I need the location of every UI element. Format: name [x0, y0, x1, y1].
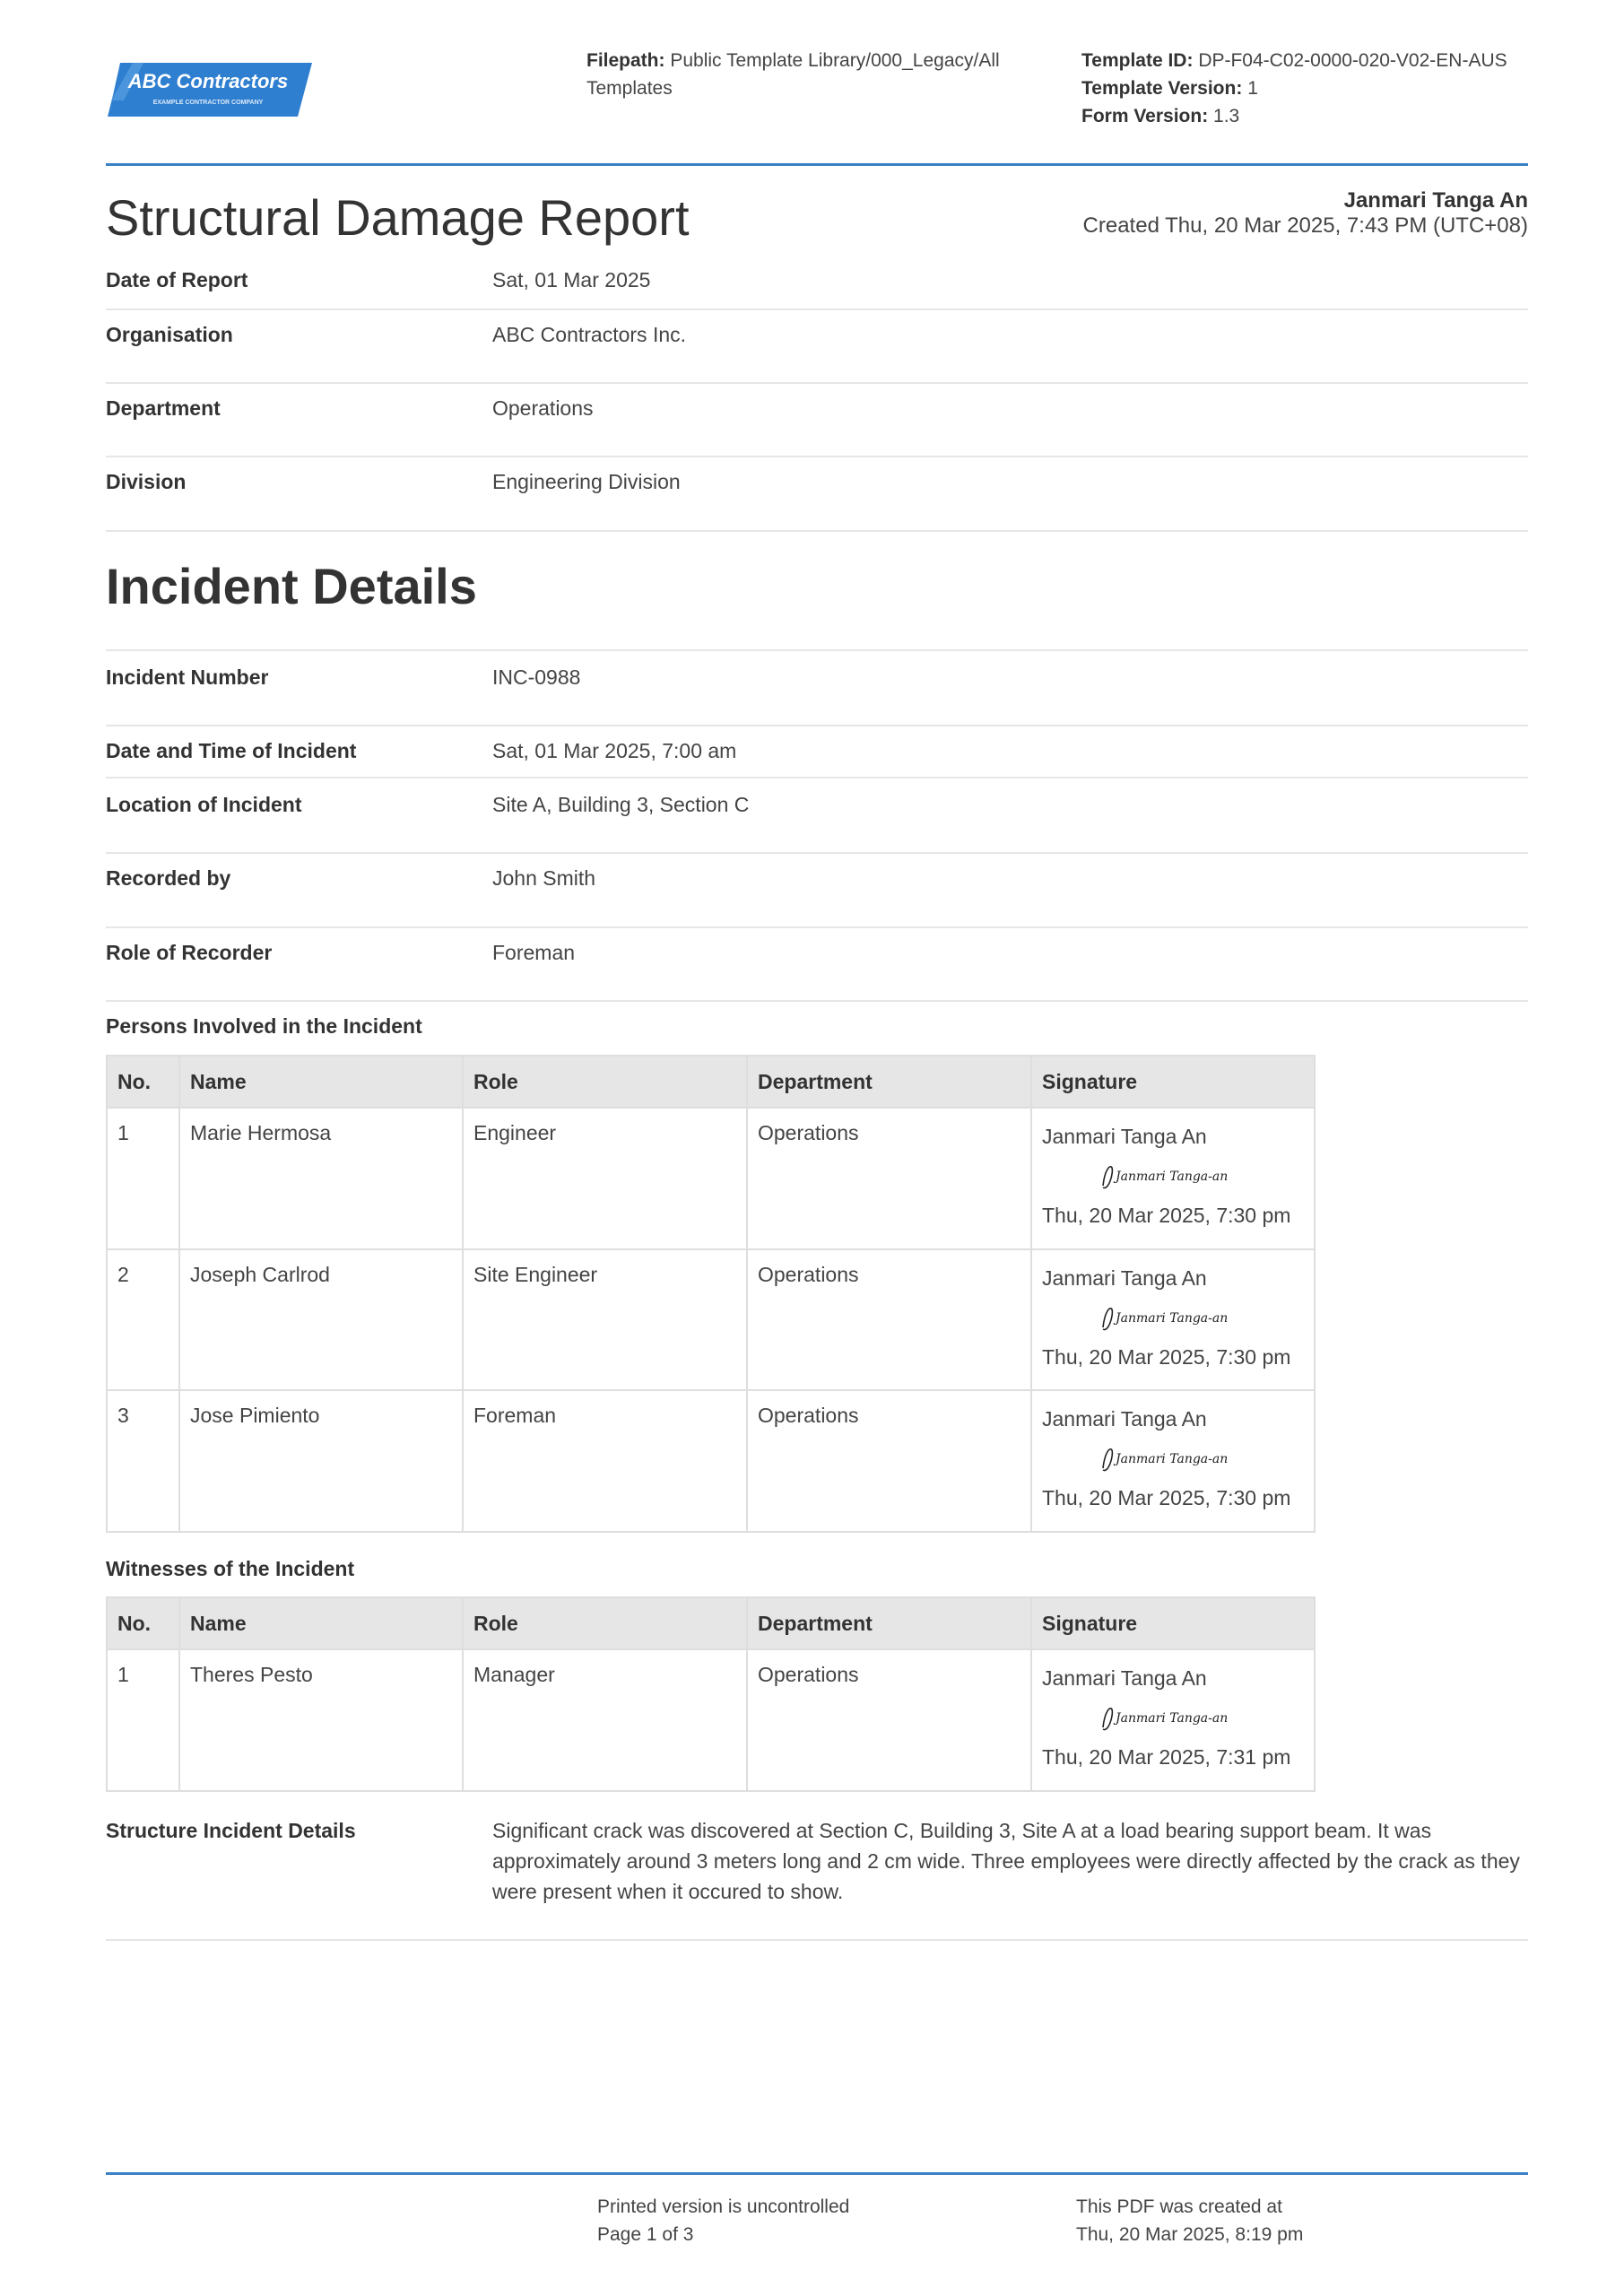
template-version-label: Template Version:	[1081, 78, 1243, 99]
signer-name: Janmari Tanga An	[1042, 1266, 1207, 1290]
cell-department: Operations	[747, 1249, 1031, 1390]
col-header-signature: Signature	[1031, 1056, 1315, 1108]
col-header-no: No.	[107, 1056, 179, 1108]
field-row-date-of-report	[106, 265, 1528, 310]
field-value: Engineering Division	[492, 470, 681, 493]
cell-name: Joseph Carlrod	[179, 1249, 463, 1390]
filepath-block	[586, 47, 1044, 102]
cell-name: Jose Pimiento	[179, 1390, 463, 1532]
signed-timestamp: Thu, 20 Mar 2025, 7:30 pm	[1042, 1345, 1291, 1369]
report-page	[106, 0, 1528, 2296]
author-name: Janmari Tanga An	[1343, 188, 1528, 213]
cell-no: 2	[107, 1249, 179, 1390]
cell-signature	[1031, 1249, 1315, 1390]
signer-name: Janmari Tanga An	[1042, 1407, 1207, 1431]
cell-name: Marie Hermosa	[179, 1108, 463, 1249]
cell-name: Theres Pesto	[179, 1649, 463, 1791]
section-divider	[106, 649, 1528, 651]
svg-text:Janmari Tanga-an: Janmari Tanga-an	[1116, 1311, 1229, 1326]
field-value: Sat, 01 Mar 2025	[492, 268, 651, 291]
footer-left	[597, 2193, 849, 2248]
signed-timestamp: Thu, 20 Mar 2025, 7:31 pm	[1042, 1745, 1291, 1769]
template-meta-block	[1081, 47, 1530, 130]
field-value: Operations	[492, 396, 594, 420]
logo-subtext: EXAMPLE CONTRACTOR COMPANY	[152, 100, 264, 106]
cell-role: Engineer	[463, 1108, 747, 1249]
page-number: Page 1 of 3	[597, 2224, 694, 2245]
col-header-role: Role	[463, 1056, 747, 1108]
field-value: John Smith	[492, 866, 596, 890]
witnesses-table	[106, 1596, 1316, 1792]
col-header-name: Name	[179, 1056, 463, 1108]
field-row-location	[106, 789, 1528, 854]
template-id-value: DP-F04-C02-0000-020-V02-EN-AUS	[1198, 50, 1507, 71]
signer-name: Janmari Tanga An	[1042, 1125, 1207, 1148]
svg-text:Janmari Tanga-an: Janmari Tanga-an	[1116, 1711, 1229, 1726]
cell-no: 1	[107, 1649, 179, 1791]
col-header-department: Department	[747, 1597, 1031, 1649]
table-header-row	[107, 1597, 1315, 1649]
field-row-date-time-incident	[106, 735, 1528, 778]
pdf-created-label: This PDF was created at	[1076, 2196, 1282, 2217]
company-logo	[108, 59, 314, 118]
field-row-incident-number	[106, 662, 1528, 726]
field-label: Department	[106, 396, 221, 420]
col-header-signature: Signature	[1031, 1597, 1315, 1649]
template-id-label: Template ID:	[1081, 50, 1194, 71]
cell-signature	[1031, 1649, 1315, 1791]
document-header	[106, 47, 1528, 166]
col-header-role: Role	[463, 1597, 747, 1649]
uncontrolled-note: Printed version is uncontrolled	[597, 2196, 850, 2217]
table-row	[107, 1649, 1315, 1791]
field-value: INC-0988	[492, 665, 581, 689]
author-block	[1083, 188, 1528, 239]
cell-department: Operations	[747, 1649, 1031, 1791]
table-header-row	[107, 1056, 1315, 1108]
signature-image	[1096, 1159, 1257, 1195]
field-label: Incident Number	[106, 665, 269, 689]
form-version-label: Form Version:	[1081, 106, 1209, 126]
field-label: Organisation	[106, 323, 233, 346]
field-row-department	[106, 393, 1528, 457]
field-row-structure-details	[106, 1815, 1528, 1941]
field-label: Date of Report	[106, 268, 248, 291]
page-title: Structural Damage Report	[106, 189, 690, 246]
document-footer	[106, 2172, 1528, 2245]
field-label: Recorded by	[106, 866, 231, 890]
field-value: ABC Contractors Inc.	[492, 323, 687, 346]
cell-role: Manager	[463, 1649, 747, 1791]
cell-signature	[1031, 1108, 1315, 1249]
table-row	[107, 1249, 1315, 1390]
form-version-value: 1.3	[1213, 106, 1240, 126]
witnesses-heading: Witnesses of the Incident	[106, 1557, 355, 1580]
signature-image	[1096, 1441, 1257, 1477]
field-row-recorded-by	[106, 863, 1528, 928]
field-label: Division	[106, 470, 187, 493]
col-header-department: Department	[747, 1056, 1031, 1108]
table-row	[107, 1390, 1315, 1532]
field-label: Structure Incident Details	[106, 1819, 356, 1842]
logo-text: ABC Contractors	[127, 70, 289, 92]
field-value: Sat, 01 Mar 2025, 7:00 am	[492, 739, 737, 762]
field-label: Date and Time of Incident	[106, 739, 357, 762]
field-value: Foreman	[492, 941, 576, 964]
section-title-incident-details: Incident Details	[106, 558, 477, 614]
signed-timestamp: Thu, 20 Mar 2025, 7:30 pm	[1042, 1486, 1291, 1509]
template-version-value: 1	[1247, 78, 1258, 99]
field-row-role-of-recorder	[106, 937, 1528, 1002]
col-header-no: No.	[107, 1597, 179, 1649]
field-label: Location of Incident	[106, 793, 302, 816]
cell-no: 1	[107, 1108, 179, 1249]
persons-heading: Persons Involved in the Incident	[106, 1014, 422, 1038]
field-value: Site A, Building 3, Section C	[492, 793, 750, 816]
signature-image	[1096, 1700, 1257, 1736]
signed-timestamp: Thu, 20 Mar 2025, 7:30 pm	[1042, 1204, 1291, 1227]
svg-text:Janmari Tanga-an: Janmari Tanga-an	[1116, 1452, 1229, 1466]
signature-image	[1096, 1300, 1257, 1336]
cell-department: Operations	[747, 1390, 1031, 1532]
created-timestamp: Created Thu, 20 Mar 2025, 7:43 PM (UTC+08)	[1082, 213, 1528, 238]
cell-role: Foreman	[463, 1390, 747, 1532]
cell-signature	[1031, 1390, 1315, 1532]
signer-name: Janmari Tanga An	[1042, 1666, 1207, 1690]
field-value: Significant crack was discovered at Section C, Building 3, Site A at a load bearing support beam. It was approximately around 3 meters long and 2 cm wide. Three employees were directly affected by the crack as they were present when it occured to show.	[492, 1819, 1520, 1903]
col-header-name: Name	[179, 1597, 463, 1649]
cell-role: Site Engineer	[463, 1249, 747, 1390]
cell-department: Operations	[747, 1108, 1031, 1249]
table-row	[107, 1108, 1315, 1249]
field-row-organisation	[106, 319, 1528, 384]
filepath-value: Public Template Library/000_Legacy/All Templates	[586, 50, 1000, 99]
pdf-created-value: Thu, 20 Mar 2025, 8:19 pm	[1076, 2224, 1304, 2245]
field-row-division	[106, 466, 1528, 532]
field-label: Role of Recorder	[106, 941, 273, 964]
footer-right	[1076, 2193, 1303, 2248]
svg-text:Janmari Tanga-an: Janmari Tanga-an	[1116, 1170, 1229, 1184]
filepath-label: Filepath:	[586, 50, 665, 71]
cell-no: 3	[107, 1390, 179, 1532]
persons-table	[106, 1055, 1316, 1533]
